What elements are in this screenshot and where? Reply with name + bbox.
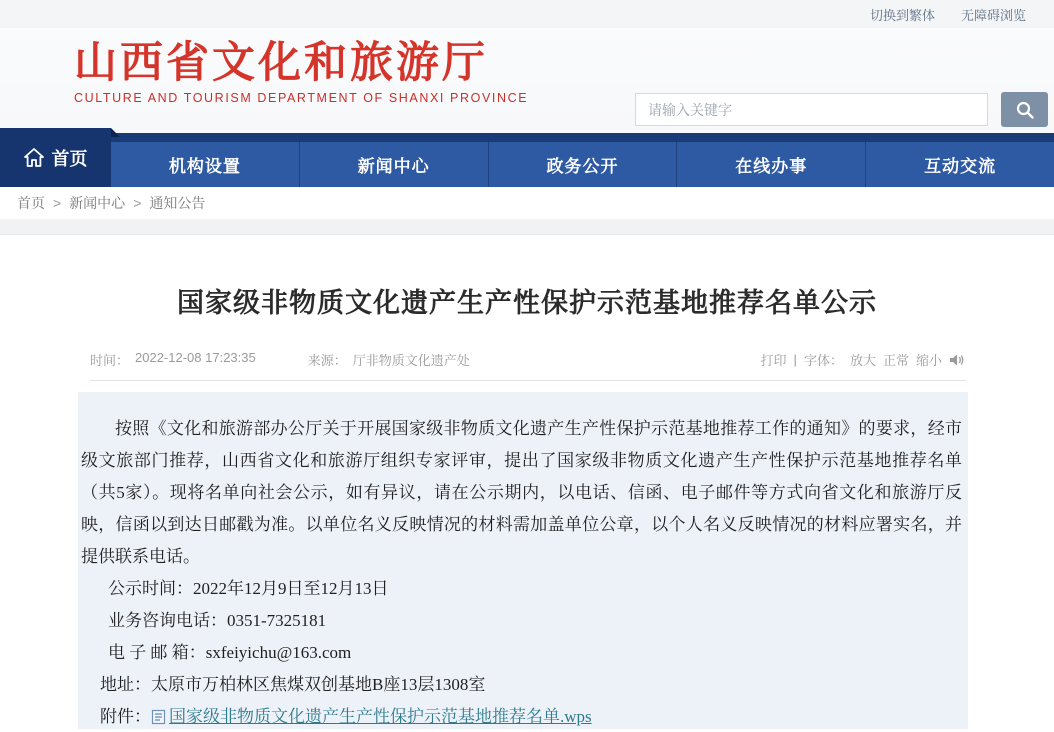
search-icon: [1015, 100, 1035, 120]
nav-bar: [0, 142, 1054, 187]
article-meta-left: [90, 350, 470, 369]
font-larger-button[interactable]: 放大: [849, 353, 876, 368]
search-button[interactable]: [1001, 92, 1048, 127]
attachment-line: [81, 701, 962, 732]
attachment-link[interactable]: [151, 701, 592, 732]
speaker-icon[interactable]: [949, 353, 966, 367]
breadcrumb-current: 通知公告: [149, 195, 206, 211]
breadcrumb-news-center[interactable]: 新闻中心: [69, 195, 126, 211]
search-input[interactable]: [635, 93, 988, 126]
nav-item-online-services[interactable]: 在线办事: [676, 142, 865, 187]
nav-item-news[interactable]: 新闻中心: [299, 142, 488, 187]
meta-divider: |: [793, 352, 797, 367]
site-logo[interactable]: [74, 38, 528, 105]
nav-top-strip: [0, 133, 1054, 142]
article-meta-tools: [761, 350, 966, 369]
section-divider-band: [0, 219, 1054, 235]
nav-item-home[interactable]: [0, 128, 111, 187]
attachment-filename: 国家级非物质文化遗产生产性保护示范基地推荐名单.wps: [169, 707, 592, 726]
document-file-icon: [151, 709, 166, 725]
email-line: 电 子 邮 箱：sxfeiyichu@163.com: [108, 643, 352, 662]
source-label: 来源：: [307, 353, 347, 368]
font-normal-button[interactable]: 正常: [882, 353, 909, 368]
utility-bar: [0, 0, 1054, 28]
breadcrumb-home[interactable]: 首页: [17, 195, 45, 211]
article: [0, 281, 1054, 729]
accessibility-link[interactable]: 无障碍浏览: [960, 7, 1026, 23]
home-icon: [24, 148, 44, 167]
site-header: [0, 28, 1054, 133]
nav-item-government-affairs[interactable]: 政务公开: [488, 142, 677, 187]
time-label: 时间：: [90, 353, 130, 368]
nav-item-organization[interactable]: 机构设置: [168, 157, 241, 176]
font-smaller-button[interactable]: 缩小: [915, 353, 942, 368]
breadcrumb: [0, 187, 1054, 219]
site-title-english: CULTURE AND TOURISM DEPARTMENT OF SHANXI PROVINCE: [74, 91, 529, 105]
breadcrumb-separator: >: [133, 195, 142, 211]
publish-time: 2022-12-08 17:23:35: [135, 350, 256, 365]
article-body-panel: [78, 392, 968, 729]
nav-item-interaction[interactable]: 互动交流: [865, 142, 1054, 187]
source-value: 厅非物质文化遗产处: [352, 353, 470, 368]
print-button[interactable]: 打印: [760, 353, 787, 368]
consult-phone-line: 业务咨询电话：0351-7325181: [108, 611, 327, 630]
article-title: 国家级非物质文化遗产生产性保护示范基地推荐名单公示: [177, 288, 877, 318]
publicity-period-line: 公示时间：2022年12月9日至12月13日: [108, 579, 389, 598]
nav-home-label: 首页: [51, 148, 88, 169]
attachment-label: 附件：: [100, 707, 151, 726]
breadcrumb-separator: >: [53, 195, 62, 211]
site-title: 山西省文化和旅游厅: [74, 39, 488, 87]
address-line: 地址：太原市万柏林区焦煤双创基地B座13层1308室: [100, 675, 486, 694]
article-meta-row: [90, 350, 966, 381]
switch-traditional-link[interactable]: 切换到繁体: [869, 7, 935, 23]
main-navigation: [0, 133, 1054, 187]
article-paragraph: 按照《文化和旅游部办公厅关于开展国家级非物质文化遗产生产性保护示范基地推荐工作的通知》的要求，经市级文旅部门推荐，山西省文化和旅游厅组织专家评审，提出了国家级非物质文化遗产生产性保护示范基地推荐名单（共5家）。现将名单向社会公示，如有异议，请在公示期内，以电话、信函、电子邮件等方式向省文化和旅游厅反映，信函以到达日邮戳为准。以单位名义反映情况的材料需加盖单位公章，以个人名义反映情况的材料应署实名，并提供联系电话。: [81, 419, 962, 566]
font-size-label: 字体：: [803, 353, 843, 368]
